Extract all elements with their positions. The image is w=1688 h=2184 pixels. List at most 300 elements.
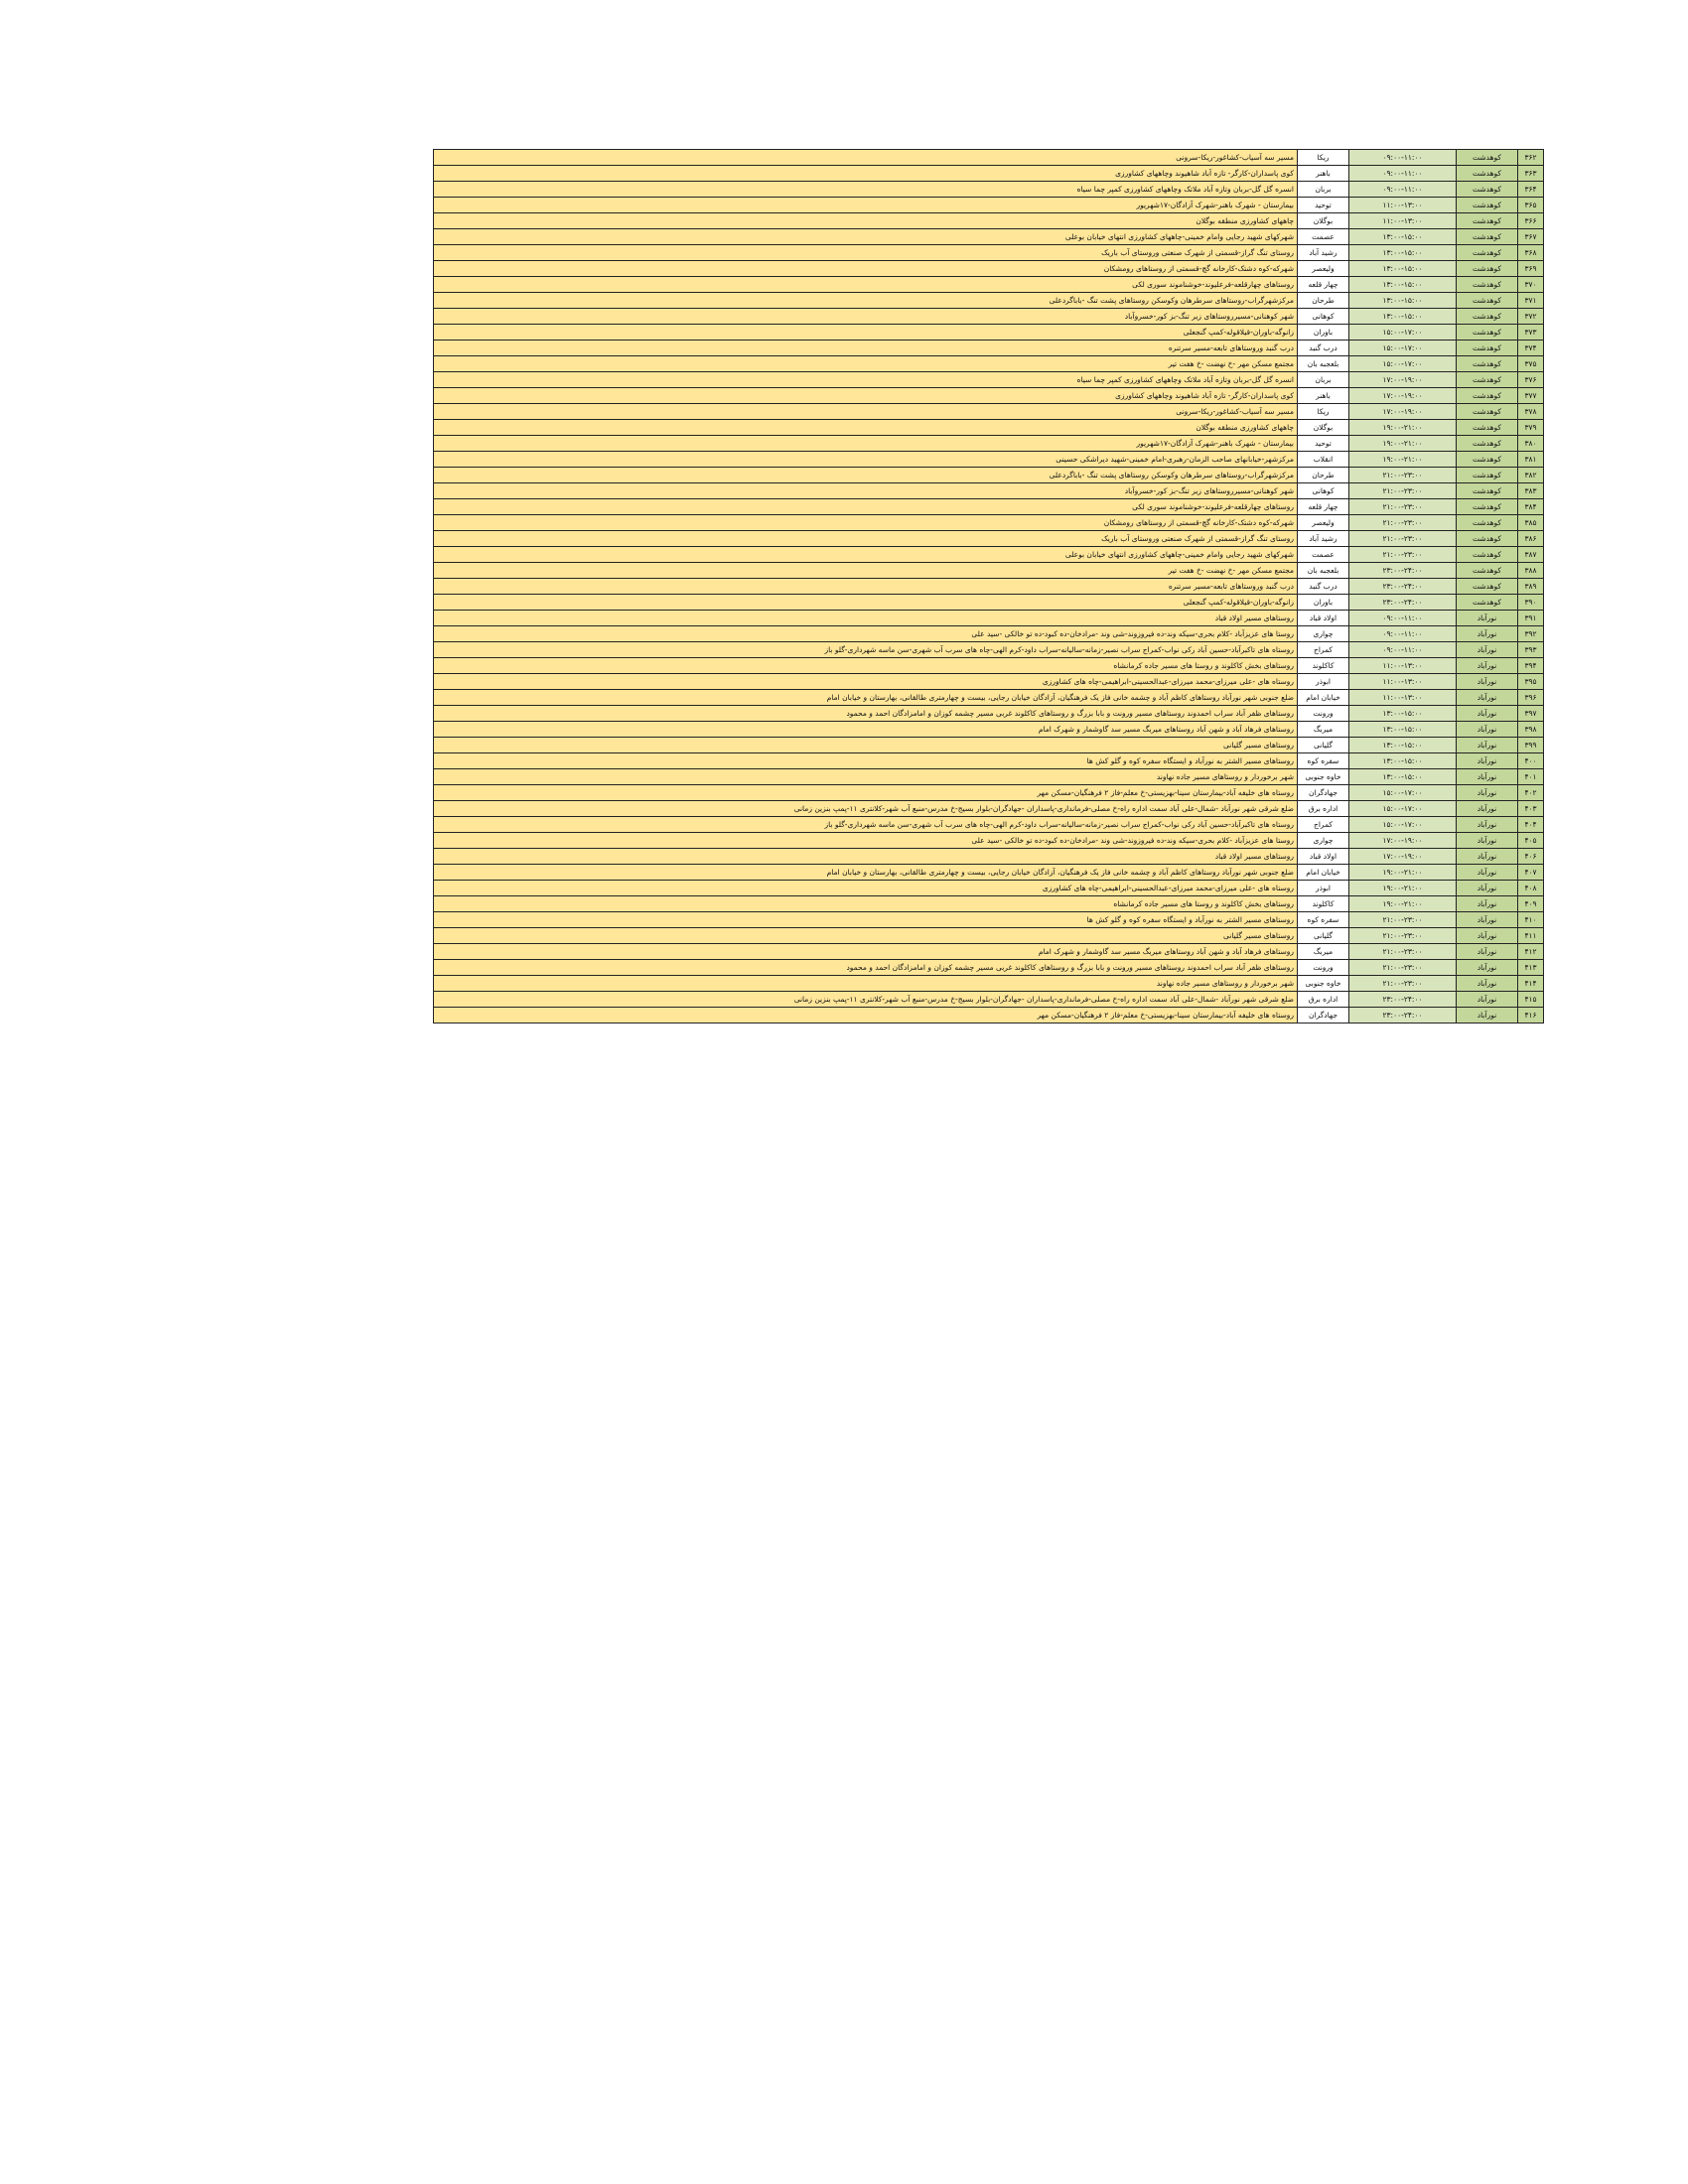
time-slot-cell: ۱۱:۰۰-۱۳:۰۰ [1349, 658, 1457, 674]
region-cell: ورونت [1298, 706, 1349, 722]
time-slot-cell: ۱۵:۰۰-۱۷:۰۰ [1349, 341, 1457, 356]
county-cell: نورآباد [1457, 817, 1518, 833]
time-slot-cell: ۲۱:۰۰-۲۳:۰۰ [1349, 976, 1457, 992]
region-cell: اولاد قباد [1298, 849, 1349, 865]
region-cell: درب گنبد [1298, 579, 1349, 595]
table-row [434, 277, 1544, 293]
county-cell: کوهدشت [1457, 468, 1518, 483]
time-slot-cell: ۲۱:۰۰-۲۳:۰۰ [1349, 468, 1457, 483]
county-cell: نورآباد [1457, 992, 1518, 1008]
time-slot-cell: ۱۹:۰۰-۲۱:۰۰ [1349, 896, 1457, 912]
table-row [434, 595, 1544, 611]
table-row [434, 626, 1544, 642]
county-cell: کوهدشت [1457, 277, 1518, 293]
row-number-cell: ۴۱۲ [1518, 944, 1544, 960]
region-cell: اولاد قباد [1298, 611, 1349, 626]
county-cell: نورآباد [1457, 928, 1518, 944]
row-number-cell: ۳۷۱ [1518, 293, 1544, 309]
region-cell: بربان [1298, 372, 1349, 388]
table-row [434, 817, 1544, 833]
region-cell: عصمت [1298, 547, 1349, 563]
areas-cell: روستاهای فرهاد آباد و شهن آباد روستاهای میربگ مسیر سد گاوشمار و شهرک امام [434, 944, 1298, 960]
areas-cell: ضلع شرقی شهر نورآباد -شمال-علی آباد سمت اداره راه-خ مصلی-فرمانداری-پاسداران -جهادگران-بلوار بسیج-خ مدرس-منبع آب شهر-کلانتری ۱۱-پمپ بنزین زمانی [434, 992, 1298, 1008]
time-slot-cell: ۱۱:۰۰-۱۳:۰۰ [1349, 674, 1457, 690]
time-slot-cell: ۲۳:۰۰-۲۴:۰۰ [1349, 992, 1457, 1008]
row-number-cell: ۳۶۲ [1518, 150, 1544, 166]
row-number-cell: ۳۹۹ [1518, 738, 1544, 753]
table-row [434, 563, 1544, 579]
time-slot-cell: ۲۳:۰۰-۲۴:۰۰ [1349, 563, 1457, 579]
table-row [434, 1008, 1544, 1024]
county-cell: کوهدشت [1457, 261, 1518, 277]
region-cell: سفره کوه [1298, 753, 1349, 769]
region-cell: کمراج [1298, 817, 1349, 833]
table-row [434, 245, 1544, 261]
areas-cell: شهر کوهنانی-مسیرروستاهای زیر تنگ-بز کور-خسروآباد [434, 483, 1298, 499]
time-slot-cell: ۱۳:۰۰-۱۵:۰۰ [1349, 261, 1457, 277]
county-cell: کوهدشت [1457, 198, 1518, 213]
time-slot-cell: ۲۳:۰۰-۲۴:۰۰ [1349, 595, 1457, 611]
region-cell: خیابان امام [1298, 865, 1349, 881]
areas-cell: روستاه های تاکبرآباد-حسین آباد رکی نواب-کمراج سراب نصیر-زمانه-سالیانه-سراب داود-کرم الهی-چاه های سرب آب شهری-سن ماسه شهرداری-گلو باز [434, 817, 1298, 833]
row-number-cell: ۳۹۷ [1518, 706, 1544, 722]
county-cell: کوهدشت [1457, 404, 1518, 420]
areas-cell: درب گنبد وروستاهای تابعه-مسیر سرتنره [434, 579, 1298, 595]
region-cell: باهنر [1298, 166, 1349, 182]
row-number-cell: ۴۱۱ [1518, 928, 1544, 944]
areas-cell: روستاهای مسیر الشتر به نورآباد و ایستگاه سفره کوه و گلو کش ها [434, 753, 1298, 769]
time-slot-cell: ۱۵:۰۰-۱۷:۰۰ [1349, 817, 1457, 833]
time-slot-cell: ۱۷:۰۰-۱۹:۰۰ [1349, 833, 1457, 849]
region-cell: ابوذر [1298, 881, 1349, 896]
areas-cell: روستاهای بخش کاکلوند و روستا های مسیر جاده کرمانشاه [434, 658, 1298, 674]
time-slot-cell: ۰۹:۰۰-۱۱:۰۰ [1349, 182, 1457, 198]
table-row [434, 690, 1544, 706]
table-row [434, 849, 1544, 865]
region-cell: میربگ [1298, 944, 1349, 960]
table-row [434, 865, 1544, 881]
time-slot-cell: ۱۹:۰۰-۲۱:۰۰ [1349, 420, 1457, 436]
row-number-cell: ۴۰۵ [1518, 833, 1544, 849]
row-number-cell: ۳۷۶ [1518, 372, 1544, 388]
table-row [434, 611, 1544, 626]
county-cell: نورآباد [1457, 976, 1518, 992]
time-slot-cell: ۲۱:۰۰-۲۳:۰۰ [1349, 499, 1457, 515]
county-cell: کوهدشت [1457, 436, 1518, 452]
county-cell: کوهدشت [1457, 293, 1518, 309]
time-slot-cell: ۱۳:۰۰-۱۵:۰۰ [1349, 245, 1457, 261]
areas-cell: روستای تنگ گراز-قسمتی از شهرک صنعتی وروستای آب باریک [434, 531, 1298, 547]
areas-cell: شهر کوهنانی-مسیرروستاهای زیر تنگ-بز کور-خسروآباد [434, 309, 1298, 325]
table-row [434, 769, 1544, 785]
row-number-cell: ۳۸۰ [1518, 436, 1544, 452]
areas-cell: روستاهای ظفر آباد سراب احمدوند روستاهای مسیر ورونت و بابا بزرگ و روستاهای کاکلوند غربی مسیر چشمه کوزان و امامزادگان احمد و محمود [434, 960, 1298, 976]
time-slot-cell: ۱۳:۰۰-۱۵:۰۰ [1349, 706, 1457, 722]
county-cell: نورآباد [1457, 722, 1518, 738]
row-number-cell: ۳۶۸ [1518, 245, 1544, 261]
table-row [434, 912, 1544, 928]
row-number-cell: ۴۱۰ [1518, 912, 1544, 928]
time-slot-cell: ۱۷:۰۰-۱۹:۰۰ [1349, 372, 1457, 388]
time-slot-cell: ۲۱:۰۰-۲۳:۰۰ [1349, 483, 1457, 499]
county-cell: نورآباد [1457, 960, 1518, 976]
row-number-cell: ۴۱۵ [1518, 992, 1544, 1008]
time-slot-cell: ۲۱:۰۰-۲۳:۰۰ [1349, 912, 1457, 928]
areas-cell: روستاهای چهارقلعه-فرعلیوند-خوشناموند سوری لکی [434, 277, 1298, 293]
table-row [434, 738, 1544, 753]
areas-cell: مجتمع مسکن مهر -خ نهضت -خ هفت تیر [434, 356, 1298, 372]
areas-cell: شهرکه-کوه دشتک-کارخانه گچ-قسمتی از روستاهای رومشکان [434, 515, 1298, 531]
areas-cell: بیمارستان - شهرک باهنر-شهرک آزادگان-۱۷شهریور [434, 198, 1298, 213]
table-row [434, 499, 1544, 515]
county-cell: نورآباد [1457, 944, 1518, 960]
region-cell: طرحان [1298, 293, 1349, 309]
county-cell: کوهدشت [1457, 483, 1518, 499]
row-number-cell: ۴۰۰ [1518, 753, 1544, 769]
time-slot-cell: ۱۳:۰۰-۱۵:۰۰ [1349, 769, 1457, 785]
table-row [434, 198, 1544, 213]
time-slot-cell: ۲۱:۰۰-۲۳:۰۰ [1349, 531, 1457, 547]
row-number-cell: ۳۸۶ [1518, 531, 1544, 547]
table-row [434, 674, 1544, 690]
row-number-cell: ۴۰۸ [1518, 881, 1544, 896]
areas-cell: انسره گل گل-بربان وتازه آباد ملاتک وچاههای کشاورزی کمپر چما سیاه [434, 182, 1298, 198]
table-row [434, 150, 1544, 166]
areas-cell: مرکزشهر-خیابانهای صاحب الزمان-رهبری-امام خمینی-شهید دیراشکی حسینی [434, 452, 1298, 468]
areas-cell: روستاهای مسیر گلیانی [434, 928, 1298, 944]
region-cell: باوران [1298, 325, 1349, 341]
areas-cell: روستاهای ظفر آباد سراب احمدوند روستاهای مسیر ورونت و بابا بزرگ و روستاهای کاکلوند غربی مسیر چشمه کوزان و امامزادگان احمد و محمود [434, 706, 1298, 722]
table-row [434, 881, 1544, 896]
areas-cell: روستاهای فرهاد آباد و شهن آباد روستاهای میربگ مسیر سد گاوشمار و شهرک امام [434, 722, 1298, 738]
county-cell: نورآباد [1457, 912, 1518, 928]
row-number-cell: ۳۹۸ [1518, 722, 1544, 738]
county-cell: کوهدشت [1457, 356, 1518, 372]
row-number-cell: ۳۷۴ [1518, 341, 1544, 356]
county-cell: نورآباد [1457, 865, 1518, 881]
table-row [434, 960, 1544, 976]
region-cell: چهار قلعه [1298, 277, 1349, 293]
county-cell: کوهدشت [1457, 563, 1518, 579]
region-cell: رشید آباد [1298, 245, 1349, 261]
areas-cell: روستاهای چهارقلعه-فرعلیوند-خوشناموند سوری لکی [434, 499, 1298, 515]
region-cell: بلعجبه بان [1298, 563, 1349, 579]
time-slot-cell: ۱۹:۰۰-۲۱:۰۰ [1349, 881, 1457, 896]
region-cell: توحید [1298, 436, 1349, 452]
row-number-cell: ۳۸۴ [1518, 499, 1544, 515]
row-number-cell: ۳۶۹ [1518, 261, 1544, 277]
time-slot-cell: ۱۷:۰۰-۱۹:۰۰ [1349, 849, 1457, 865]
row-number-cell: ۳۷۷ [1518, 388, 1544, 404]
row-number-cell: ۳۸۲ [1518, 468, 1544, 483]
county-cell: نورآباد [1457, 738, 1518, 753]
region-cell: کاکلوند [1298, 896, 1349, 912]
row-number-cell: ۳۸۹ [1518, 579, 1544, 595]
region-cell: اداره برق [1298, 992, 1349, 1008]
region-cell: ولیعصر [1298, 261, 1349, 277]
areas-cell: بیمارستان - شهرک باهنر-شهرک آزادگان-۱۷شهریور [434, 436, 1298, 452]
county-cell: نورآباد [1457, 753, 1518, 769]
row-number-cell: ۳۷۲ [1518, 309, 1544, 325]
areas-cell: ضلع شرقی شهر نورآباد -شمال-علی آباد سمت اداره راه-خ مصلی-فرمانداری-پاسداران -جهادگران-بلوار بسیج-خ مدرس-منبع آب شهر-کلانتری ۱۱-پمپ بنزین زمانی [434, 801, 1298, 817]
time-slot-cell: ۱۱:۰۰-۱۳:۰۰ [1349, 198, 1457, 213]
areas-cell: روستاهای مسیر اولاد قباد [434, 611, 1298, 626]
row-number-cell: ۳۸۸ [1518, 563, 1544, 579]
areas-cell: شهرکهای شهید رجایی وامام خمینی-چاههای کشاورزی انتهای خیابان بوعلی [434, 547, 1298, 563]
time-slot-cell: ۲۳:۰۰-۲۴:۰۰ [1349, 1008, 1457, 1024]
region-cell: طرحان [1298, 468, 1349, 483]
time-slot-cell: ۱۷:۰۰-۱۹:۰۰ [1349, 388, 1457, 404]
areas-cell: روستاه های خلیفه آباد-بیمارستان سینا-بهزیستی-خ معلم-فاز ۲ فرهنگیان-مسکن مهر [434, 785, 1298, 801]
table-row [434, 722, 1544, 738]
areas-cell: چاههای کشاورزی منطقه بوگلان [434, 420, 1298, 436]
row-number-cell: ۳۹۵ [1518, 674, 1544, 690]
time-slot-cell: ۲۱:۰۰-۲۳:۰۰ [1349, 547, 1457, 563]
time-slot-cell: ۱۷:۰۰-۱۹:۰۰ [1349, 404, 1457, 420]
areas-cell: شهرکهای شهید رجایی وامام خمینی-چاههای کشاورزی انتهای خیابان بوعلی [434, 229, 1298, 245]
region-cell: گلیانی [1298, 738, 1349, 753]
county-cell: کوهدشت [1457, 182, 1518, 198]
row-number-cell: ۴۰۱ [1518, 769, 1544, 785]
time-slot-cell: ۱۱:۰۰-۱۳:۰۰ [1349, 690, 1457, 706]
table-row [434, 356, 1544, 372]
row-number-cell: ۴۱۶ [1518, 1008, 1544, 1024]
county-cell: کوهدشت [1457, 325, 1518, 341]
areas-cell: روستاهای مسیر گلیانی [434, 738, 1298, 753]
region-cell: کمراج [1298, 642, 1349, 658]
time-slot-cell: ۱۳:۰۰-۱۵:۰۰ [1349, 229, 1457, 245]
table-row [434, 325, 1544, 341]
table-row [434, 833, 1544, 849]
time-slot-cell: ۱۳:۰۰-۱۵:۰۰ [1349, 309, 1457, 325]
county-cell: کوهدشت [1457, 150, 1518, 166]
areas-cell: ضلع جنوبی شهر نورآباد روستاهای کاظم آباد و چشمه خانی فاز یک فرهنگیان، آزادگان خیابان رجایی، بیست و چهارمتری طالقانی، بهارستان و خیابان امام [434, 690, 1298, 706]
county-cell: کوهدشت [1457, 420, 1518, 436]
table-row [434, 547, 1544, 563]
schedule-table [433, 149, 1544, 1024]
row-number-cell: ۳۶۵ [1518, 198, 1544, 213]
time-slot-cell: ۲۱:۰۰-۲۳:۰۰ [1349, 515, 1457, 531]
time-slot-cell: ۱۳:۰۰-۱۵:۰۰ [1349, 277, 1457, 293]
table-row [434, 182, 1544, 198]
county-cell: نورآباد [1457, 896, 1518, 912]
county-cell: کوهدشت [1457, 531, 1518, 547]
areas-cell: مرکزشهرگراب-روستاهای سرطرهان وکوسکن روستاهای پشت تنگ -باباگردعلی [434, 468, 1298, 483]
areas-cell: کوی پاسداران-کارگر- تازه آباد شاهیوند وچاههای کشاورزی [434, 388, 1298, 404]
county-cell: نورآباد [1457, 674, 1518, 690]
table-row [434, 213, 1544, 229]
time-slot-cell: ۱۱:۰۰-۱۳:۰۰ [1349, 213, 1457, 229]
region-cell: جهادگران [1298, 1008, 1349, 1024]
time-slot-cell: ۱۵:۰۰-۱۷:۰۰ [1349, 325, 1457, 341]
row-number-cell: ۳۶۳ [1518, 166, 1544, 182]
table-row [434, 944, 1544, 960]
region-cell: بلعجبه بان [1298, 356, 1349, 372]
region-cell: رشید آباد [1298, 531, 1349, 547]
table-row [434, 341, 1544, 356]
areas-cell: مرکزشهرگراب-روستاهای سرطرهان وکوسکن روستاهای پشت تنگ -باباگردعلی [434, 293, 1298, 309]
row-number-cell: ۴۰۳ [1518, 801, 1544, 817]
county-cell: کوهدشت [1457, 341, 1518, 356]
county-cell: کوهدشت [1457, 515, 1518, 531]
region-cell: چهار قلعه [1298, 499, 1349, 515]
time-slot-cell: ۲۱:۰۰-۲۳:۰۰ [1349, 960, 1457, 976]
areas-cell: شهر برخوردار و روستاهای مسیر جاده نهاوند [434, 769, 1298, 785]
county-cell: نورآباد [1457, 611, 1518, 626]
county-cell: کوهدشت [1457, 388, 1518, 404]
table-row [434, 515, 1544, 531]
areas-cell: شهرکه-کوه دشتک-کارخانه گچ-قسمتی از روستاهای رومشکان [434, 261, 1298, 277]
time-slot-cell: ۱۳:۰۰-۱۵:۰۰ [1349, 293, 1457, 309]
region-cell: بربان [1298, 182, 1349, 198]
region-cell: باوران [1298, 595, 1349, 611]
region-cell: گلیانی [1298, 928, 1349, 944]
table-row [434, 992, 1544, 1008]
areas-cell: مسیر سه آسیاب-کشاغور-ریکا-سرونی [434, 150, 1298, 166]
region-cell: باهنر [1298, 388, 1349, 404]
table-row [434, 753, 1544, 769]
county-cell: نورآباد [1457, 849, 1518, 865]
county-cell: کوهدشت [1457, 229, 1518, 245]
table-row [434, 785, 1544, 801]
areas-cell: چاههای کشاورزی منطقه بوگلان [434, 213, 1298, 229]
row-number-cell: ۴۰۶ [1518, 849, 1544, 865]
region-cell: توحید [1298, 198, 1349, 213]
time-slot-cell: ۱۳:۰۰-۱۵:۰۰ [1349, 722, 1457, 738]
county-cell: نورآباد [1457, 833, 1518, 849]
time-slot-cell: ۱۳:۰۰-۱۵:۰۰ [1349, 738, 1457, 753]
county-cell: کوهدشت [1457, 309, 1518, 325]
county-cell: نورآباد [1457, 801, 1518, 817]
table-row [434, 166, 1544, 182]
time-slot-cell: ۰۹:۰۰-۱۱:۰۰ [1349, 150, 1457, 166]
areas-cell: روستاه های خلیفه آباد-بیمارستان سینا-بهزیستی-خ معلم-فاز ۲ فرهنگیان-مسکن مهر [434, 1008, 1298, 1024]
row-number-cell: ۳۹۱ [1518, 611, 1544, 626]
table-row [434, 531, 1544, 547]
row-number-cell: ۳۹۴ [1518, 658, 1544, 674]
row-number-cell: ۳۸۵ [1518, 515, 1544, 531]
region-cell: ولیعصر [1298, 515, 1349, 531]
row-number-cell: ۳۷۹ [1518, 420, 1544, 436]
county-cell: نورآباد [1457, 785, 1518, 801]
region-cell: کوهانی [1298, 483, 1349, 499]
row-number-cell: ۳۷۳ [1518, 325, 1544, 341]
table-row [434, 293, 1544, 309]
areas-cell: روستاه های تاکبرآباد-حسین آباد رکی نواب-کمراج سراب نصیر-زمانه-سالیانه-سراب داود-کرم الهی-چاه های سرب آب شهری-سن ماسه شهرداری-گلو باز [434, 642, 1298, 658]
time-slot-cell: ۲۱:۰۰-۲۳:۰۰ [1349, 944, 1457, 960]
county-cell: کوهدشت [1457, 499, 1518, 515]
county-cell: نورآباد [1457, 690, 1518, 706]
county-cell: کوهدشت [1457, 595, 1518, 611]
county-cell: کوهدشت [1457, 579, 1518, 595]
county-cell: نورآباد [1457, 626, 1518, 642]
areas-cell: روستا های عزیزآباد -کلام بحری-سیکه وند-ده فیروزوند-شی وند -مرادخان-ده کبود-ده تو خالکی -سید علی [434, 626, 1298, 642]
areas-cell: انسره گل گل-بربان وتازه آباد ملاتک وچاههای کشاورزی کمپر چما سیاه [434, 372, 1298, 388]
table-row [434, 801, 1544, 817]
table-row [434, 658, 1544, 674]
areas-cell: کوی پاسداران-کارگر- تازه آباد شاهیوند وچاههای کشاورزی [434, 166, 1298, 182]
time-slot-cell: ۱۵:۰۰-۱۷:۰۰ [1349, 801, 1457, 817]
time-slot-cell: ۲۳:۰۰-۲۴:۰۰ [1349, 579, 1457, 595]
areas-cell: درب گنبد وروستاهای تابعه-مسیر سرتنره [434, 341, 1298, 356]
county-cell: کوهدشت [1457, 452, 1518, 468]
table-row [434, 388, 1544, 404]
row-number-cell: ۳۶۴ [1518, 182, 1544, 198]
time-slot-cell: ۲۱:۰۰-۲۳:۰۰ [1349, 928, 1457, 944]
areas-cell: روستا های عزیزآباد -کلام بحری-سیکه وند-ده فیروزوند-شی وند -مرادخان-ده کبود-ده تو خالکی -سید علی [434, 833, 1298, 849]
county-cell: نورآباد [1457, 642, 1518, 658]
row-number-cell: ۳۶۶ [1518, 213, 1544, 229]
row-number-cell: ۳۷۰ [1518, 277, 1544, 293]
time-slot-cell: ۱۹:۰۰-۲۱:۰۰ [1349, 436, 1457, 452]
county-cell: کوهدشت [1457, 245, 1518, 261]
table-row [434, 404, 1544, 420]
row-number-cell: ۴۰۴ [1518, 817, 1544, 833]
table-row [434, 896, 1544, 912]
region-cell: خاوه جنوبی [1298, 976, 1349, 992]
row-number-cell: ۴۱۳ [1518, 960, 1544, 976]
row-number-cell: ۴۰۲ [1518, 785, 1544, 801]
county-cell: نورآباد [1457, 658, 1518, 674]
region-cell: خیابان امام [1298, 690, 1349, 706]
table-row [434, 642, 1544, 658]
table-row [434, 928, 1544, 944]
table-row [434, 229, 1544, 245]
region-cell: سفره کوه [1298, 912, 1349, 928]
region-cell: کاکلوند [1298, 658, 1349, 674]
areas-cell: زانوگه-باوران-قیلاقوله-کمپ گنجعلی [434, 325, 1298, 341]
row-number-cell: ۳۹۶ [1518, 690, 1544, 706]
region-cell: ریکا [1298, 150, 1349, 166]
table-row [434, 452, 1544, 468]
table-row [434, 483, 1544, 499]
row-number-cell: ۴۰۹ [1518, 896, 1544, 912]
table-row [434, 420, 1544, 436]
row-number-cell: ۳۹۰ [1518, 595, 1544, 611]
region-cell: درب گنبد [1298, 341, 1349, 356]
schedule-table-body [434, 150, 1544, 1024]
time-slot-cell: ۰۹:۰۰-۱۱:۰۰ [1349, 166, 1457, 182]
row-number-cell: ۳۹۳ [1518, 642, 1544, 658]
region-cell: بوگلان [1298, 420, 1349, 436]
table-row [434, 468, 1544, 483]
areas-cell: مسیر سه آسیاب-کشاغور-ریکا-سرونی [434, 404, 1298, 420]
county-cell: کوهدشت [1457, 372, 1518, 388]
time-slot-cell: ۰۹:۰۰-۱۱:۰۰ [1349, 626, 1457, 642]
county-cell: نورآباد [1457, 706, 1518, 722]
county-cell: نورآباد [1457, 1008, 1518, 1024]
region-cell: ریکا [1298, 404, 1349, 420]
region-cell: بوگلان [1298, 213, 1349, 229]
row-number-cell: ۳۹۲ [1518, 626, 1544, 642]
time-slot-cell: ۰۹:۰۰-۱۱:۰۰ [1349, 642, 1457, 658]
areas-cell: روستاه های -علی میرزای-محمد میرزای-عبدالحسینی-ابراهیمی-چاه های کشاورزی [434, 674, 1298, 690]
region-cell: ابوذر [1298, 674, 1349, 690]
region-cell: میربگ [1298, 722, 1349, 738]
areas-cell: روستاه های -علی میرزای-محمد میرزای-عبدالحسینی-ابراهیمی-چاه های کشاورزی [434, 881, 1298, 896]
time-slot-cell: ۱۹:۰۰-۲۱:۰۰ [1349, 452, 1457, 468]
table-row [434, 579, 1544, 595]
table-row [434, 436, 1544, 452]
row-number-cell: ۳۸۳ [1518, 483, 1544, 499]
time-slot-cell: ۰۹:۰۰-۱۱:۰۰ [1349, 611, 1457, 626]
county-cell: نورآباد [1457, 769, 1518, 785]
region-cell: چواری [1298, 626, 1349, 642]
region-cell: خاوه جنوبی [1298, 769, 1349, 785]
table-row [434, 309, 1544, 325]
table-row [434, 372, 1544, 388]
region-cell: چواری [1298, 833, 1349, 849]
